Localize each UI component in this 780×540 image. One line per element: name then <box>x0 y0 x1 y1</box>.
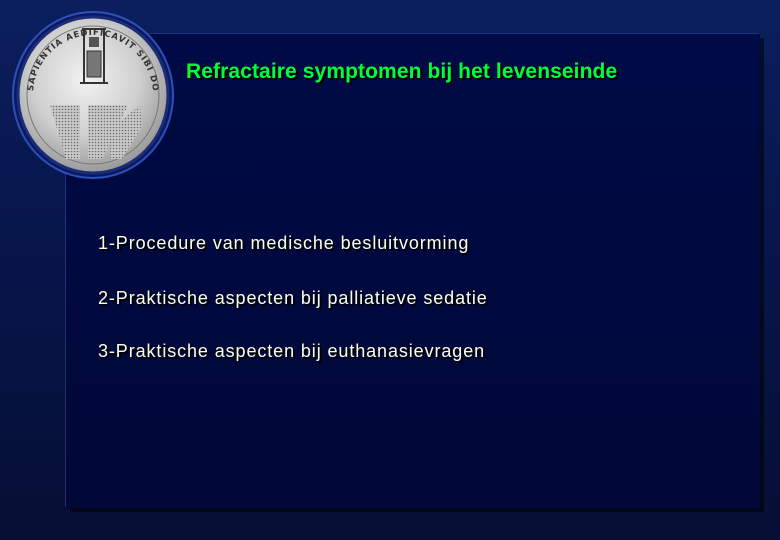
agenda-item-3: 3-Praktische aspecten bij euthanasievragen <box>98 341 486 361</box>
agenda-item-1: 1-Procedure van medische besluitvorming <box>98 233 470 253</box>
slide-title: Refractaire symptomen bij het levenseinde <box>186 60 618 83</box>
agenda-item-2: 2-Praktische aspecten bij palliatieve sedatie <box>98 288 488 308</box>
university-seal-icon <box>10 9 176 181</box>
svg-text:SAPIENTIA AEDIFICAVIT SIBI DOM: SAPIENTIA AEDIFICAVIT SIBI DO <box>26 27 161 93</box>
